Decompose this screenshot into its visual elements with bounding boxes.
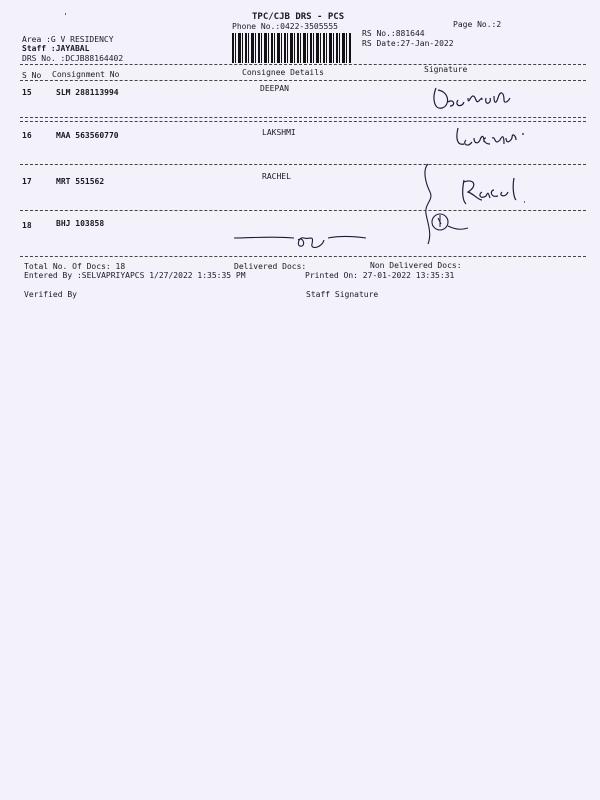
signature-rachel [458,174,538,208]
column-consignee: Consignee Details [242,68,324,77]
divider [20,256,586,257]
row-sno: 18 [22,221,32,230]
column-consignment: Consignment No [52,70,120,79]
rs-number: RS No.:881644 [362,29,425,38]
row-consignee: LAKSHMI [262,128,296,137]
signature-lakshmi [452,124,542,152]
row-consignment-no: MRT 551562 [56,177,105,186]
phone-number: Phone No.:0422-3505555 [232,22,338,31]
page-number: Page No.:2 [453,20,502,29]
area-label: Area :G V RESIDENCY [22,35,114,44]
row-sno: 15 [22,88,32,97]
drs-number: DRS No. :DCJB88164402 [22,54,124,63]
verified-by: Verified By [24,290,77,299]
divider [20,80,586,81]
staff-signature: Staff Signature [306,290,379,299]
divider [20,64,586,65]
column-signature: Signature [424,65,468,74]
signature-deepan [428,84,518,114]
row-consignment-no: SLM 288113994 [56,88,119,97]
column-sno: S No [22,71,42,80]
row-sno: 16 [22,131,32,140]
printed-on: Printed On: 27-01-2022 13:35:31 [305,271,455,280]
row-sno: 17 [22,177,32,186]
signature-scribble [232,226,372,250]
scan-mark: ' [63,12,68,21]
divider [20,210,586,211]
divider [20,117,586,118]
non-delivered-docs: Non Delivered Docs: [370,261,462,270]
staff-label: Staff :JAYABAL [22,44,90,53]
row-consignment-no: MAA 563560770 [56,131,119,140]
divider [20,121,586,122]
row-consignment-no: BHJ 103858 [56,219,105,228]
total-docs: Total No. Of Docs: 18 [24,262,126,271]
entered-by: Entered By :SELVAPRIYAPCS 1/27/2022 1:35:35 PM [24,271,246,280]
barcode [232,33,352,63]
document-title: TPC/CJB DRS - PCS [252,12,345,22]
signature-bracket [410,160,470,250]
rs-date: RS Date:27-Jan-2022 [362,39,454,48]
delivered-docs: Delivered Docs: [234,262,307,271]
row-consignee: DEEPAN [260,84,289,93]
divider [20,164,586,165]
row-consignee: RACHEL [262,172,291,181]
